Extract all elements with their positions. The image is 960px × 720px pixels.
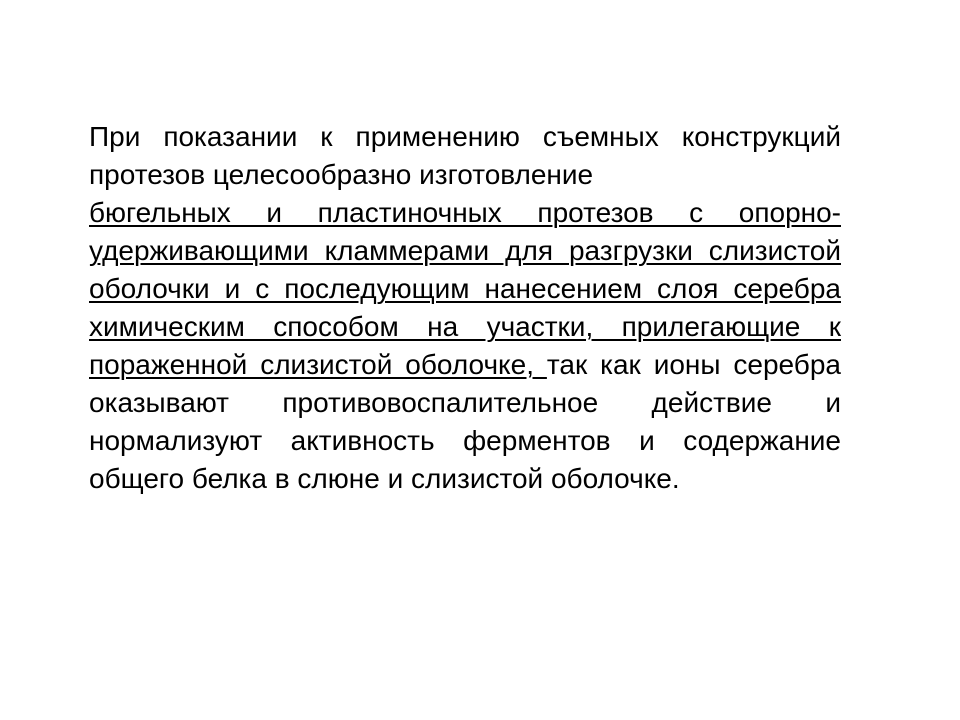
underlined-text-segment: бюгельных и пластиночных протезов с опорно-удерживающими кламмерами для разгрузки слизистой оболочки и с последующим нанесением слоя серебра химическим способом на участки, прилегающие к пораженной слизистой оболочке,: [89, 197, 841, 380]
plain-text-segment: так как ионы серебра оказывают противовоспалительное действие и нормализуют активность ферментов и содержание общего белка в слюне и слизистой оболочке.: [89, 349, 841, 494]
paragraph-intro: При показании к применению съемных конструкций протезов целесообразно изготовление: [89, 121, 841, 190]
paragraph-main: [89, 194, 841, 498]
body-text-block: [89, 118, 841, 498]
